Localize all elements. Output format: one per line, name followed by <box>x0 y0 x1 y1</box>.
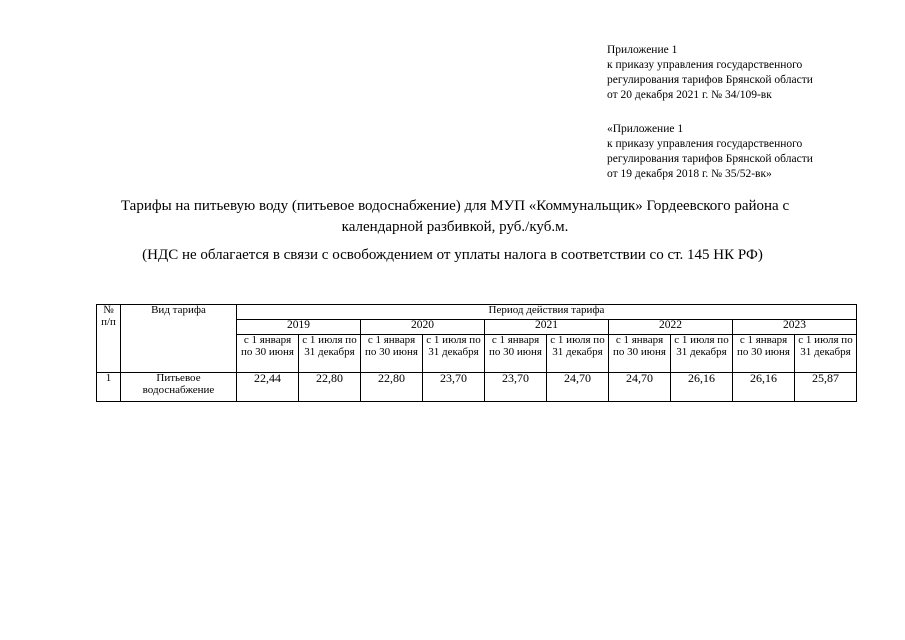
header-year: 2023 <box>733 320 857 335</box>
tariff-value: 22,80 <box>361 373 423 402</box>
appendix-line: регулирования тарифов Брянской области <box>607 74 813 86</box>
tariff-value: 22,80 <box>299 373 361 402</box>
tariff-value: 22,44 <box>237 373 299 402</box>
header-year: 2022 <box>609 320 733 335</box>
header-year: 2019 <box>237 320 361 335</box>
tariff-value: 25,87 <box>795 373 857 402</box>
header-second-half: с 1 июля по 31 декабря <box>671 335 733 373</box>
appendix-line: к приказу управления государственного <box>607 59 803 71</box>
appendix-current <box>607 43 813 103</box>
table-row <box>97 373 857 402</box>
row-number: 1 <box>97 373 121 402</box>
appendix-line: регулирования тарифов Брянской области <box>607 153 813 165</box>
row-tariff-name: Питьевое водоснабжение <box>121 373 237 402</box>
tariff-value: 26,16 <box>733 373 795 402</box>
appendix-previous <box>607 122 813 182</box>
header-second-half: с 1 июля по 31 декабря <box>795 335 857 373</box>
header-second-half: с 1 июля по 31 декабря <box>423 335 485 373</box>
header-first-half: с 1 января по 30 июня <box>237 335 299 373</box>
appendix-line: Приложение 1 <box>607 44 678 56</box>
appendix-line: от 19 декабря 2018 г. № 35/52-вк» <box>607 168 772 180</box>
appendix-line: к приказу управления государственного <box>607 138 803 150</box>
header-number: № п/п <box>97 305 121 373</box>
tariff-value: 23,70 <box>485 373 547 402</box>
header-first-half: с 1 января по 30 июня <box>361 335 423 373</box>
header-second-half: с 1 июля по 31 декабря <box>299 335 361 373</box>
header-first-half: с 1 января по 30 июня <box>609 335 671 373</box>
header-first-half: с 1 января по 30 июня <box>485 335 547 373</box>
tariff-table <box>96 304 857 402</box>
vat-note: (НДС не облагается в связи с освобождением от уплаты налога в соответствии со ст. 145 НК РФ) <box>142 247 763 263</box>
tariff-value: 24,70 <box>547 373 609 402</box>
header-first-half: с 1 января по 30 июня <box>733 335 795 373</box>
header-year: 2020 <box>361 320 485 335</box>
header-period: Период действия тарифа <box>237 305 857 320</box>
title-line-1: Тарифы на питьевую воду (питьевое водоснабжение) для МУП «Коммунальщик» Гордеевского района с <box>120 198 790 214</box>
document-title <box>100 196 810 238</box>
appendix-line: от 20 декабря 2021 г. № 34/109-вк <box>607 89 772 101</box>
header-year: 2021 <box>485 320 609 335</box>
header-tariff-type: Вид тарифа <box>121 305 237 373</box>
appendix-line: «Приложение 1 <box>607 123 684 135</box>
tariff-value: 24,70 <box>609 373 671 402</box>
tariff-value: 23,70 <box>423 373 485 402</box>
title-line-2: календарной разбивкой, руб./куб.м. <box>341 219 569 235</box>
header-second-half: с 1 июля по 31 декабря <box>547 335 609 373</box>
tariff-value: 26,16 <box>671 373 733 402</box>
